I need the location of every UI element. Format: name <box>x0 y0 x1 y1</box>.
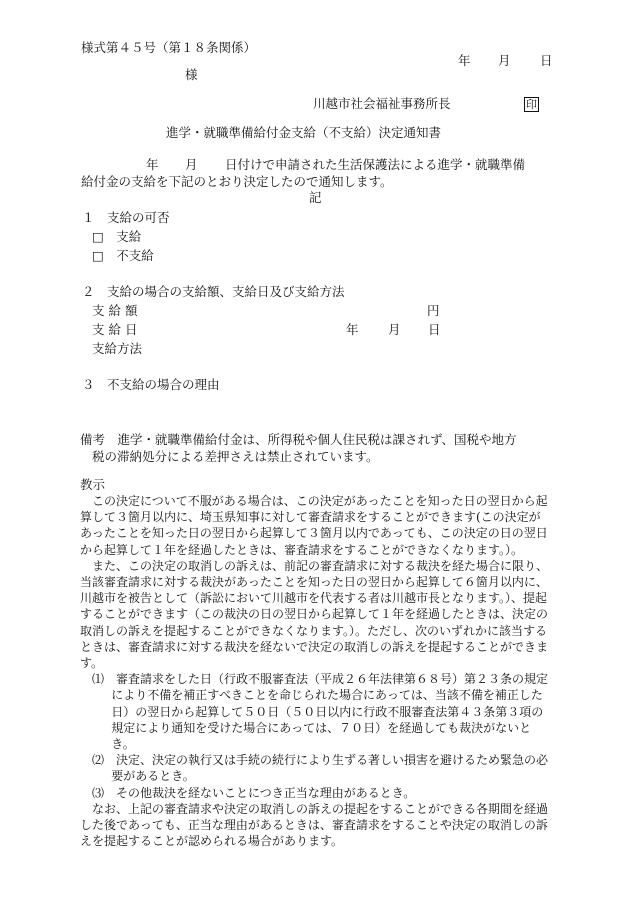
notice-item-3: ⑶ その他裁決を経ないことにつき正当な理由があるとき。 <box>92 785 416 800</box>
section-2-heading: ２ 支給の場合の支給額、支給日及び支給方法 <box>82 284 345 299</box>
seal-stamp: 印 <box>526 98 537 111</box>
date-day: 日 <box>540 53 553 68</box>
checkbox-no-pay[interactable]: □ 不支給 <box>92 248 154 263</box>
date-year: 年 <box>458 53 471 68</box>
section-3-heading: ３ 不支給の場合の理由 <box>82 377 220 392</box>
date-month: 月 <box>498 53 511 68</box>
intro-text-2: 給付金の支給を下記のとおり決定したので通知します。 <box>81 174 393 189</box>
intro-month: 月 <box>185 157 198 172</box>
pay-date-day: 日 <box>428 322 441 337</box>
checkbox-pay[interactable]: □ 支給 <box>92 229 142 244</box>
remarks-line-1: 備考 進学・就職準備給付金は、所得税や個人住民税は課されず、国税や地方 <box>80 432 517 447</box>
issuer: 川越市社会福祉事務所長 <box>313 96 451 111</box>
section-1-heading: １ 支給の可否 <box>82 210 170 225</box>
intro-year: 年 <box>146 157 159 172</box>
notice-body <box>80 493 552 849</box>
document-title: 進学・就職準備給付金支給（不支給）決定通知書 <box>166 125 442 140</box>
addressee-suffix: 様 <box>185 67 198 82</box>
pay-method-label: 支給方法 <box>92 341 143 356</box>
notice-para-1: この決定について不服がある場合は、この決定があったことを知った日の翌日から起算して３箇月以内に、埼玉県知事に対して審査請求をすることができます(この決定があったことを知った日の翌日から起算して３箇月以内であっても、この決定の日の翌日から起算して１年を経過したときは、審査請求をすることができなくなります。）。 <box>80 494 548 557</box>
notice-para-3: なお、上記の審査請求や決定の取消しの訴えの提起をすることができる各期間を経過した後であっても、正当な理由があるときは、審査請求をすることや決定の取消しの訴えを提起することが認められる場合があります。 <box>80 801 549 849</box>
form-number: 様式第４５号（第１８条関係） <box>81 40 257 55</box>
remarks-line-2: 税の滞納処分による差押さえは禁止されています。 <box>92 449 379 464</box>
pay-date-year: 年 <box>346 322 359 337</box>
notice-heading: 教示 <box>80 477 106 492</box>
notice-item-1: ⑴ 審査請求をした日（行政不服審査法（平成２６年法律第６８号）第２３条の規定により不備を補正すべきことを命じられた場合にあっては、当該不備を補正した日）の翌日から起算して５０日（５０日以内に行政不服審査法第４３条第３項の規定により通知を受けた場合にあっては、７０日）を経過しても裁決がないとき。 <box>92 672 549 752</box>
notice-item-2: ⑵ 決定、決定の執行又は手続の続行により生ずる著しい損害を避けるため緊急の必要があるとき。 <box>92 753 549 784</box>
pay-date-month: 月 <box>388 322 401 337</box>
amount-unit: 円 <box>427 303 440 318</box>
intro-text-1: 日付けで申請された生活保護法による進学・就職準備 <box>225 157 526 172</box>
ki-label: 記 <box>309 190 322 205</box>
amount-label: 支 給 額 <box>92 303 138 318</box>
notice-para-2: また、この決定の取消しの訴えは、前記の審査請求に対する裁決を経た場合に限り、当該審査請求に対する裁決があったことを知った日の翌日から起算して６箇月以内に、川越市を被告として（訴訟において川越市を代表する者は川越市長となります。）、提起することができます（この裁決の日の翌日から起算して１年を経過したときは、決定の取消しの訴えを提起することができなくなります。）。ただし、次のいずれかに該当するときは、審査請求に対する裁決を経ないで決定の取消しの訴えを提起することができます。 <box>80 558 549 671</box>
pay-date-label: 支 給 日 <box>92 322 138 337</box>
